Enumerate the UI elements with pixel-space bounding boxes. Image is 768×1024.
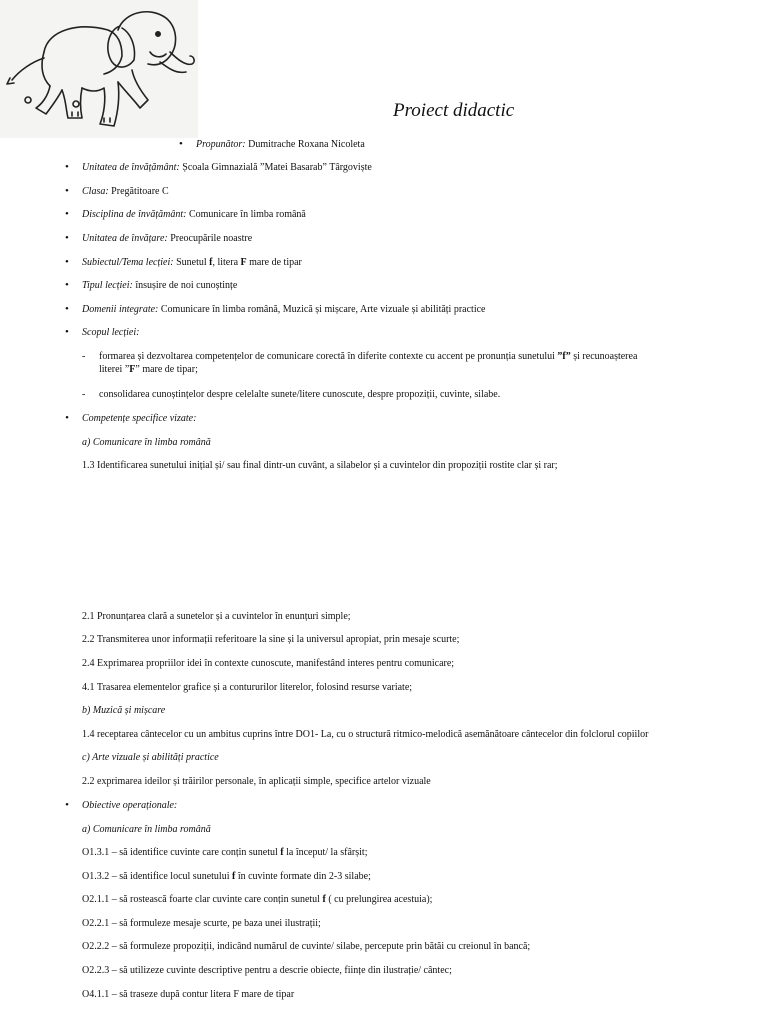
scop-item-2: - consolidarea cunoștințelor despre celelalte sunete/litere cunoscute, despre propoziții, cuvinte, silabe.	[99, 388, 500, 401]
competente-sub-b: b) Muzică și mișcare	[82, 705, 166, 716]
obiectiv-text: O2.1.1 – să rostească foarte clar cuvinte care conțin sunetul	[82, 894, 323, 905]
field-value: Comunicare în limba română, Muzică și mișcare, Arte vizuale și abilități practice	[160, 304, 486, 315]
obiectiv-o1-3-1	[82, 846, 368, 859]
competenta-2-1: 2.1 Pronunțarea clară a sunetelor și a cuvintelor în enunțuri simple;	[82, 611, 351, 622]
obiectiv-o4-1-1: O4.1.1 – să traseze după contur litera F mare de tipar	[82, 989, 295, 1000]
obiectiv-o2-1-1	[82, 893, 432, 906]
scop-text: și recunoașterea	[570, 351, 638, 362]
obiectiv-o2-2-3: O2.2.3 – să utilizeze cuvinte descriptive pentru a descrie obiecte, ființe din ilustrație/ cântec;	[82, 965, 452, 976]
field-label: Unitatea de învățare:	[82, 233, 168, 244]
scop-text: ” mare de tipar;	[135, 364, 198, 375]
field-clasa	[82, 185, 169, 198]
field-value: Sunetul	[176, 257, 210, 268]
field-label: Tipul lecției:	[82, 280, 133, 291]
obiectiv-bold: f	[322, 894, 326, 905]
competente-sub-c: c) Arte vizuale și abilități practice	[82, 752, 219, 763]
obiectiv-text: în cuvinte formate din 2-3 silabe;	[235, 871, 371, 882]
field-label: Disciplina de învățământ:	[82, 209, 187, 220]
field-label: Domenii integrate:	[82, 304, 159, 315]
field-label: Clasa:	[82, 186, 109, 197]
elephant-illustration	[0, 0, 198, 138]
obiectiv-o2-2-2: O2.2.2 – să formuleze propoziții, indicând numărul de cuvinte/ silabe, percepute prin bătăi cu creionul în bancă;	[82, 941, 531, 952]
competenta-4-1: 4.1 Trasarea elementelor grafice și a contururilor literelor, folosind resurse variate;	[82, 682, 413, 693]
field-value: mare de tipar	[246, 257, 302, 268]
field-label: Unitatea de învățământ:	[82, 162, 180, 173]
field-value: Școala Gimnazială ”Matei Basarab” Târgoviște	[182, 162, 372, 173]
competente-label: • Competențe specifice vizate:	[82, 412, 196, 425]
scop-text: formarea și dezvoltarea competențelor de comunicare corectă în diferite contexte cu accent pe pronunția sunetului	[99, 351, 558, 362]
competenta-muzica-1-4: 1.4 receptarea cântecelor cu un ambitus cuprins între DO1- La, cu o structură ritmico-melodică asemănătoare cântecelor din folclorul copiilor	[82, 729, 649, 740]
propunator-value: Dumitrache Roxana Nicoleta	[248, 139, 365, 150]
field-label: Subiectul/Tema lecției:	[82, 257, 174, 268]
obiectiv-bold: f	[231, 871, 236, 882]
obiectiv-text: ( cu prelungirea acestuia);	[325, 894, 433, 905]
page-title: Proiect didactic	[393, 100, 515, 121]
field-unitatea-invatare	[82, 232, 252, 245]
field-value: Comunicare în limba română	[188, 209, 306, 220]
obiectiv-text: la început/ la sfârșit;	[283, 847, 368, 858]
competenta-arte-2-2: 2.2 exprimarea ideilor și trăirilor personale, în aplicații simple, specifice artelor vizuale	[82, 776, 431, 787]
scop-bold: ”f”	[557, 351, 571, 362]
competente-sub-a: a) Comunicare în limba română	[82, 437, 211, 448]
obiective-label: • Obiective operaționale:	[82, 799, 177, 812]
scop-item-1-cont	[99, 363, 198, 376]
obiective-sub-a: a) Comunicare în limba română	[82, 824, 211, 835]
field-value-bold: F	[240, 257, 247, 268]
field-value-bold: f	[209, 257, 213, 268]
scop-item-1	[99, 350, 637, 363]
field-domenii	[82, 303, 485, 316]
propunator-label: Propunător:	[196, 139, 246, 150]
scop-bold: F	[129, 364, 136, 375]
obiectiv-o2-2-1: O2.2.1 – să formuleze mesaje scurte, pe baza unei ilustrații;	[82, 918, 321, 929]
scop-text: literei ”	[99, 364, 130, 375]
obiectiv-bold: f	[280, 847, 284, 858]
competenta-2-4: 2.4 Exprimarea propriilor idei în contexte cunoscute, manifestând interes pentru comunicare;	[82, 658, 455, 669]
field-disciplina	[82, 208, 306, 221]
propunator-line	[196, 138, 365, 151]
field-tipul-lectiei	[82, 279, 237, 292]
obiectiv-o1-3-2	[82, 870, 371, 883]
field-label: Scopul lecției:	[82, 327, 140, 338]
obiectiv-text: O1.3.2 – să identifice locul sunetului	[82, 871, 232, 882]
competenta-2-2: 2.2 Transmiterea unor informații referitoare la sine și la universul apropiat, prin mesaje scurte;	[82, 634, 460, 645]
obiectiv-text: O1.3.1 – să identifice cuvinte care conțin sunetul	[82, 847, 281, 858]
field-value: Preocupările noastre	[170, 233, 253, 244]
field-value: , litera	[212, 257, 241, 268]
field-subiectul	[82, 256, 302, 269]
field-value: Pregătitoare C	[111, 186, 169, 197]
field-unitatea-invatamant	[82, 161, 372, 174]
competenta-1-3: 1.3 Identificarea sunetului inițial și/ sau final dintr-un cuvânt, a silabelor și a cuvintelor din propoziții rostite clar și rar;	[82, 460, 558, 471]
field-value: însușire de noi cunoștințe	[135, 280, 238, 291]
field-scopul	[82, 326, 139, 339]
